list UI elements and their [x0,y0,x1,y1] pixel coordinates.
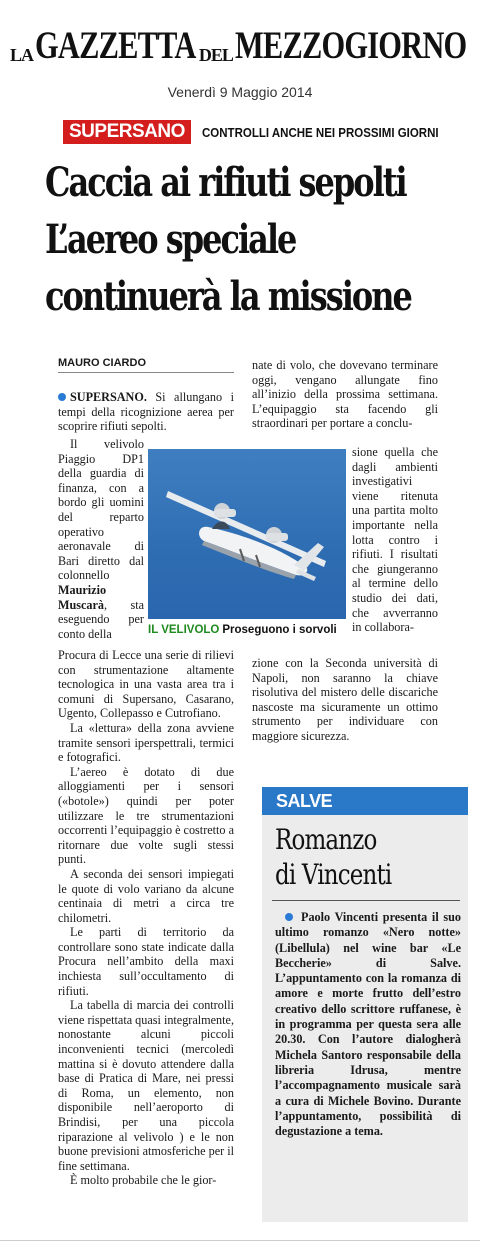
newspaper-masthead [10,24,470,68]
caption-text: Proseguono i sorvoli [222,624,337,636]
sidebar-label [262,787,468,815]
topic-label: SUPERSANO [63,120,191,144]
paragraph: L’aereo è dotato di due alloggiamenti per i sensori («botole») quindi per poter utilizzare le tre strumentazioni occorrenti l’equipaggio è costretto a ritornare due volte sugli stessi punti. [58,764,234,867]
issue-date: Venerdì 9 Maggio 2014 [167,84,313,100]
sidebar-divider [272,900,460,901]
paragraph: zione con la Seconda università di Napoli, non saranno la chiave risolutiva del mistero delle discariche nascoste ma sicuramente un ottimo strumento per individuare con maggiore sicurezza. [252,656,438,743]
lead-text: Si allungano i tempi della ricognizione aerea per scoprire rifiuti sepolti. [58,390,234,434]
masthead-article: LA [10,45,34,65]
bullet-icon [58,393,66,401]
article-column-2-narrow [352,445,438,635]
byline-divider [58,372,234,373]
sidebar-body-text: Paolo Vincenti presenta il suo ultimo romanzo «Nero notte» (Libellula) nel wine bar «Le Beccherie» di Salve. L’appuntamento con la romanza di amore e morte frutto dell’estro creativo dello scrittore ruffanese, è in programma per questa sera alle 20.30. Con l’autore dialogherà Michela Santoro responsabile della libreria Idrusa, mentre l’accompagnamento musicale sarà a cura di Michele Bovino. Durante l’appuntamento, possibilità di degustazione a tema. [275,910,461,1139]
headline-line-3: continuerà la missione [45,273,411,320]
colonel-name: Maurizio Muscarà [58,582,107,612]
sidebar-title-line-2: di Vincenti [275,858,392,891]
paragraph: La tabella di marcia dei controlli viene rispettata quasi integralmente, nonostante alcuni piccoli inconvenienti tecnici (mercoledì mattina si è dovuto attendere dalla base di Pratica di Mare, nei pressi di Roma, un elemento, non disponibile nell’aeroporto di Brindisi, per una piccola riparazione al velivolo ) e le non buone previsioni atmosferiche per il fine settimana. [58,998,234,1173]
article-column-1-narrow [58,437,144,641]
kicker: CONTROLLI ANCHE NEI PROSSIMI GIORNI [202,126,439,140]
paragraph: sione quella che dagli ambienti investigativi viene ritenuta una partita molto importante nella lotta contro i rifiuti. I risultati che giungeranno al termine dello studio dei dati, che avverranno in collabora- [352,445,438,635]
headline [45,154,411,325]
article-column-2-top [252,358,438,431]
author-byline: MAURO CIARDO [58,357,146,369]
caption-tag: IL VELIVOLO [148,624,220,636]
article-lead [58,390,234,434]
paragraph: A seconda dei sensori impiegati le quote di volo variano da alcune centinaia di metri a circa tre chilometri. [58,866,234,925]
paragraph: La «lettura» della zona avviene tramite sensori iperspettrali, termici e fotografici. [58,720,234,765]
aircraft-photo [148,449,346,619]
article-column-1 [58,648,234,1188]
article-column-2-bottom [252,656,438,744]
masthead-mezzogiorno: MEZZOGIORNO [234,24,467,67]
sidebar-body [275,910,461,1139]
photo-caption [148,624,348,636]
bullet-icon [285,913,293,921]
headline-line-2: L’aereo speciale [45,216,296,263]
sidebar-label-text: SALVE [276,791,333,811]
col1b-text: Il velivolo Piaggio DP1 della guardia di finanza, con a bordo gli uomini del reparto operativo aeronavale di Bari diretto dal colonnello [58,437,144,583]
page-bottom-divider [0,1240,480,1241]
paragraph: Le parti di territorio da controllare sono state indicate dalla Procura nell’ambito della maxi inchiesta sull’occultamento di rifiuti. [58,925,234,998]
lead-place: SUPERSANO. [70,390,147,404]
masthead-gazzetta: GAZZETTA [35,24,196,67]
sidebar-title [275,822,431,892]
sidebar-title-line-1: Romanzo [275,823,377,856]
col1b-text-end: , sta eseguendo per conto della [58,597,144,641]
aircraft-illustration [148,449,346,619]
paragraph: È molto probabile che le gior- [70,1173,217,1188]
paragraph: nate di volo, che dovevano terminare oggi, vengano allungate fino all’inizio della prossima settimana. L’equipaggio sta facendo gli straordinari per portare a conclu- [252,358,438,431]
masthead-del: DEL [198,45,233,65]
headline-line-1: Caccia ai rifiuti sepolti [45,159,406,206]
paragraph: Procura di Lecce una serie di rilievi con strumentazione altamente tecnologica in una vasta area tra i comuni di Supersano, Casarano, Ugento, Collepasso e Cutrofiano. [58,648,234,721]
